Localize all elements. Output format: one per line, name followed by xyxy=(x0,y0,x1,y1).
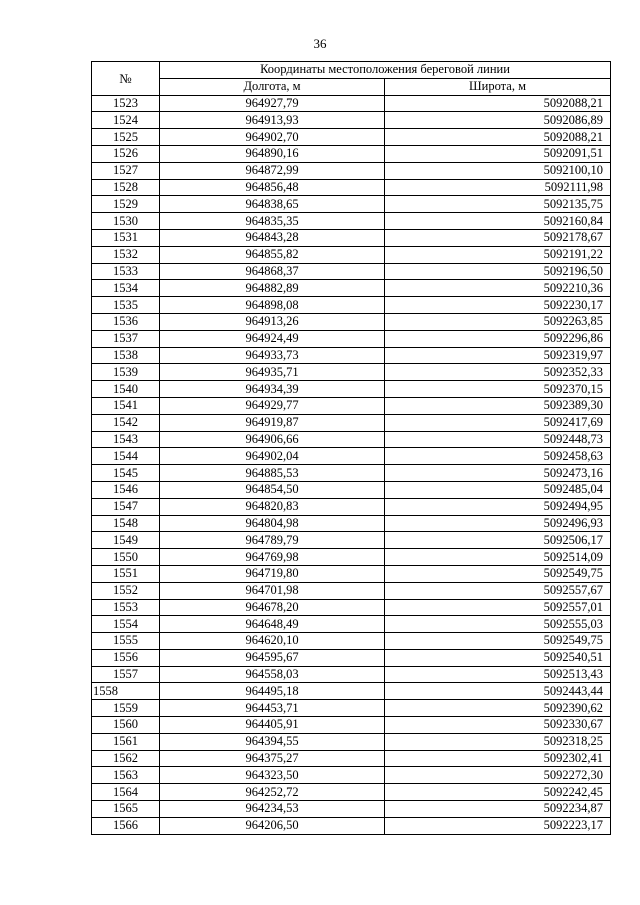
latitude-cell: 5092272,30 xyxy=(385,767,611,784)
latitude-cell: 5092390,62 xyxy=(385,700,611,717)
latitude-cell: 5092485,04 xyxy=(385,481,611,498)
header-longitude: Долгота, м xyxy=(160,78,385,95)
table-row xyxy=(92,313,611,330)
point-number-cell: 1526 xyxy=(92,145,160,162)
latitude-cell: 5092223,17 xyxy=(385,817,611,834)
longitude-cell: 964919,87 xyxy=(160,414,385,431)
point-number-cell: 1565 xyxy=(92,801,160,818)
latitude-cell: 5092549,75 xyxy=(385,633,611,650)
point-number-cell: 1533 xyxy=(92,263,160,280)
point-number-cell: 1555 xyxy=(92,633,160,650)
table-row xyxy=(92,381,611,398)
table-header xyxy=(92,62,611,96)
point-number-cell: 1529 xyxy=(92,196,160,213)
latitude-cell: 5092318,25 xyxy=(385,733,611,750)
table-row xyxy=(92,633,611,650)
longitude-cell: 964933,73 xyxy=(160,347,385,364)
table-row xyxy=(92,784,611,801)
table-row xyxy=(92,599,611,616)
longitude-cell: 964902,04 xyxy=(160,448,385,465)
longitude-cell: 964453,71 xyxy=(160,700,385,717)
table-row xyxy=(92,616,611,633)
longitude-cell: 964902,70 xyxy=(160,129,385,146)
coordinates-table xyxy=(91,61,611,835)
point-number-cell: 1556 xyxy=(92,649,160,666)
latitude-cell: 5092178,67 xyxy=(385,229,611,246)
table-row xyxy=(92,414,611,431)
longitude-cell: 964789,79 xyxy=(160,532,385,549)
table-row xyxy=(92,431,611,448)
point-number-cell: 1553 xyxy=(92,599,160,616)
longitude-cell: 964323,50 xyxy=(160,767,385,784)
longitude-cell: 964913,93 xyxy=(160,112,385,129)
longitude-cell: 964252,72 xyxy=(160,784,385,801)
table-row xyxy=(92,213,611,230)
table-row xyxy=(92,717,611,734)
table-row xyxy=(92,145,611,162)
page-number: 36 xyxy=(313,36,327,51)
point-number-cell: 1524 xyxy=(92,112,160,129)
table-row xyxy=(92,481,611,498)
point-number-cell: 1539 xyxy=(92,364,160,381)
latitude-cell: 5092506,17 xyxy=(385,532,611,549)
longitude-cell: 964701,98 xyxy=(160,582,385,599)
table-row xyxy=(92,246,611,263)
point-number-cell: 1527 xyxy=(92,162,160,179)
longitude-cell: 964595,67 xyxy=(160,649,385,666)
longitude-cell: 964804,98 xyxy=(160,515,385,532)
longitude-cell: 964913,26 xyxy=(160,313,385,330)
table-row xyxy=(92,700,611,717)
point-number-cell: 1534 xyxy=(92,280,160,297)
point-number-cell: 1564 xyxy=(92,784,160,801)
longitude-cell: 964927,79 xyxy=(160,95,385,112)
table-row xyxy=(92,683,611,700)
table-row xyxy=(92,767,611,784)
point-number-cell: 1542 xyxy=(92,414,160,431)
point-number-cell: 1562 xyxy=(92,750,160,767)
point-number-cell: 1558 xyxy=(92,683,160,700)
table-row xyxy=(92,666,611,683)
longitude-cell: 964820,83 xyxy=(160,498,385,515)
latitude-cell: 5092230,17 xyxy=(385,297,611,314)
point-number-cell: 1566 xyxy=(92,817,160,834)
table-row xyxy=(92,196,611,213)
latitude-cell: 5092557,01 xyxy=(385,599,611,616)
latitude-cell: 5092160,84 xyxy=(385,213,611,230)
latitude-cell: 5092296,86 xyxy=(385,330,611,347)
point-number-cell: 1540 xyxy=(92,381,160,398)
table-row xyxy=(92,179,611,196)
latitude-cell: 5092135,75 xyxy=(385,196,611,213)
longitude-cell: 964206,50 xyxy=(160,817,385,834)
latitude-cell: 5092557,67 xyxy=(385,582,611,599)
table-row xyxy=(92,649,611,666)
table-row xyxy=(92,229,611,246)
point-number-cell: 1538 xyxy=(92,347,160,364)
table-row xyxy=(92,549,611,566)
latitude-cell: 5092111,98 xyxy=(385,179,611,196)
point-number-cell: 1541 xyxy=(92,397,160,414)
longitude-cell: 964898,08 xyxy=(160,297,385,314)
table-row xyxy=(92,532,611,549)
longitude-cell: 964648,49 xyxy=(160,616,385,633)
longitude-cell: 964872,99 xyxy=(160,162,385,179)
point-number-cell: 1561 xyxy=(92,733,160,750)
longitude-cell: 964394,55 xyxy=(160,733,385,750)
longitude-cell: 964405,91 xyxy=(160,717,385,734)
point-number-cell: 1552 xyxy=(92,582,160,599)
longitude-cell: 964769,98 xyxy=(160,549,385,566)
longitude-cell: 964835,35 xyxy=(160,213,385,230)
table-row xyxy=(92,112,611,129)
latitude-cell: 5092514,09 xyxy=(385,549,611,566)
point-number-cell: 1557 xyxy=(92,666,160,683)
table-row xyxy=(92,733,611,750)
longitude-cell: 964854,50 xyxy=(160,481,385,498)
table-row xyxy=(92,465,611,482)
table-body xyxy=(92,95,611,834)
longitude-cell: 964935,71 xyxy=(160,364,385,381)
header-coordinates-group: Координаты местоположения береговой линии xyxy=(160,62,611,79)
table-row xyxy=(92,364,611,381)
table-row xyxy=(92,582,611,599)
point-number-cell: 1559 xyxy=(92,700,160,717)
header-latitude: Широта, м xyxy=(385,78,611,95)
header-number: № xyxy=(92,62,160,96)
longitude-cell: 964906,66 xyxy=(160,431,385,448)
longitude-cell: 964838,65 xyxy=(160,196,385,213)
longitude-cell: 964843,28 xyxy=(160,229,385,246)
latitude-cell: 5092496,93 xyxy=(385,515,611,532)
latitude-cell: 5092473,16 xyxy=(385,465,611,482)
table-row xyxy=(92,515,611,532)
point-number-cell: 1551 xyxy=(92,565,160,582)
point-number-cell: 1544 xyxy=(92,448,160,465)
latitude-cell: 5092555,03 xyxy=(385,616,611,633)
latitude-cell: 5092210,36 xyxy=(385,280,611,297)
point-number-cell: 1549 xyxy=(92,532,160,549)
table-row xyxy=(92,162,611,179)
point-number-cell: 1525 xyxy=(92,129,160,146)
table-row xyxy=(92,448,611,465)
longitude-cell: 964856,48 xyxy=(160,179,385,196)
table-row xyxy=(92,263,611,280)
table-row xyxy=(92,565,611,582)
longitude-cell: 964890,16 xyxy=(160,145,385,162)
point-number-cell: 1560 xyxy=(92,717,160,734)
table-row xyxy=(92,801,611,818)
latitude-cell: 5092234,87 xyxy=(385,801,611,818)
table-row xyxy=(92,817,611,834)
point-number-cell: 1536 xyxy=(92,313,160,330)
point-number-cell: 1523 xyxy=(92,95,160,112)
longitude-cell: 964620,10 xyxy=(160,633,385,650)
latitude-cell: 5092443,44 xyxy=(385,683,611,700)
latitude-cell: 5092086,89 xyxy=(385,112,611,129)
latitude-cell: 5092494,95 xyxy=(385,498,611,515)
latitude-cell: 5092196,50 xyxy=(385,263,611,280)
point-number-cell: 1530 xyxy=(92,213,160,230)
table-row xyxy=(92,297,611,314)
latitude-cell: 5092088,21 xyxy=(385,95,611,112)
point-number-cell: 1528 xyxy=(92,179,160,196)
longitude-cell: 964855,82 xyxy=(160,246,385,263)
latitude-cell: 5092100,10 xyxy=(385,162,611,179)
point-number-cell: 1532 xyxy=(92,246,160,263)
latitude-cell: 5092458,63 xyxy=(385,448,611,465)
longitude-cell: 964719,80 xyxy=(160,565,385,582)
point-number-cell: 1531 xyxy=(92,229,160,246)
table-row xyxy=(92,95,611,112)
point-number-cell: 1547 xyxy=(92,498,160,515)
point-number-cell: 1543 xyxy=(92,431,160,448)
longitude-cell: 964495,18 xyxy=(160,683,385,700)
longitude-cell: 964558,03 xyxy=(160,666,385,683)
table-row xyxy=(92,750,611,767)
table-row xyxy=(92,397,611,414)
latitude-cell: 5092549,75 xyxy=(385,565,611,582)
point-number-cell: 1550 xyxy=(92,549,160,566)
point-number-cell: 1548 xyxy=(92,515,160,532)
latitude-cell: 5092091,51 xyxy=(385,145,611,162)
table-row xyxy=(92,498,611,515)
longitude-cell: 964934,39 xyxy=(160,381,385,398)
longitude-cell: 964678,20 xyxy=(160,599,385,616)
longitude-cell: 964929,77 xyxy=(160,397,385,414)
point-number-cell: 1563 xyxy=(92,767,160,784)
latitude-cell: 5092191,22 xyxy=(385,246,611,263)
table-row xyxy=(92,280,611,297)
table-row xyxy=(92,347,611,364)
latitude-cell: 5092330,67 xyxy=(385,717,611,734)
longitude-cell: 964885,53 xyxy=(160,465,385,482)
latitude-cell: 5092370,15 xyxy=(385,381,611,398)
longitude-cell: 964868,37 xyxy=(160,263,385,280)
latitude-cell: 5092088,21 xyxy=(385,129,611,146)
latitude-cell: 5092540,51 xyxy=(385,649,611,666)
latitude-cell: 5092319,97 xyxy=(385,347,611,364)
table-row xyxy=(92,330,611,347)
longitude-cell: 964882,89 xyxy=(160,280,385,297)
latitude-cell: 5092242,45 xyxy=(385,784,611,801)
latitude-cell: 5092513,43 xyxy=(385,666,611,683)
table-row xyxy=(92,129,611,146)
latitude-cell: 5092417,69 xyxy=(385,414,611,431)
point-number-cell: 1554 xyxy=(92,616,160,633)
latitude-cell: 5092263,85 xyxy=(385,313,611,330)
point-number-cell: 1546 xyxy=(92,481,160,498)
longitude-cell: 964924,49 xyxy=(160,330,385,347)
latitude-cell: 5092302,41 xyxy=(385,750,611,767)
point-number-cell: 1535 xyxy=(92,297,160,314)
latitude-cell: 5092448,73 xyxy=(385,431,611,448)
point-number-cell: 1545 xyxy=(92,465,160,482)
longitude-cell: 964234,53 xyxy=(160,801,385,818)
latitude-cell: 5092389,30 xyxy=(385,397,611,414)
latitude-cell: 5092352,33 xyxy=(385,364,611,381)
longitude-cell: 964375,27 xyxy=(160,750,385,767)
point-number-cell: 1537 xyxy=(92,330,160,347)
